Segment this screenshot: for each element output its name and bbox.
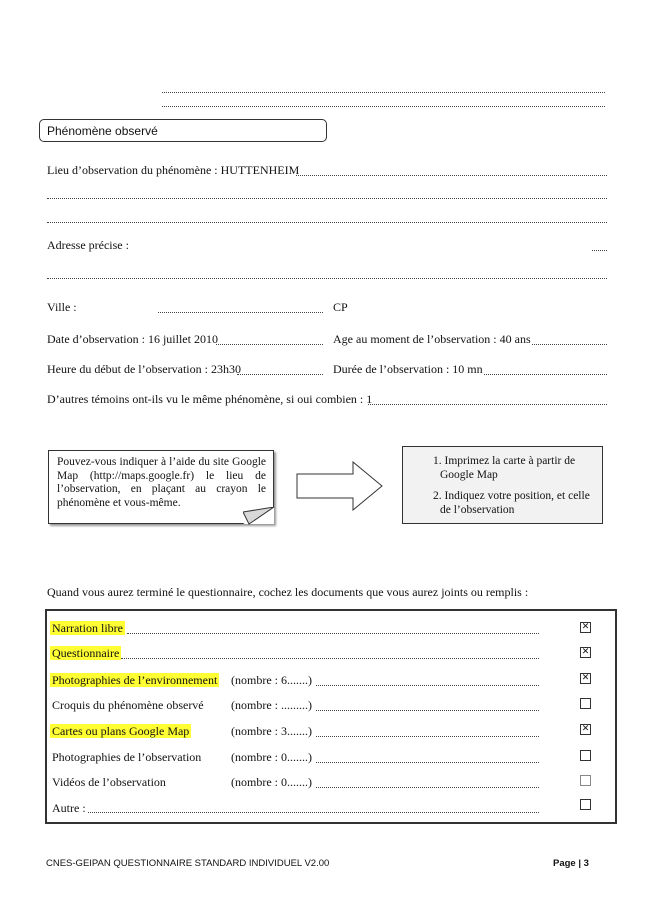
doc-label-videos: Vidéos de l’observation xyxy=(52,775,166,789)
doc-label-photos-obs: Photographies de l’observation xyxy=(52,750,202,764)
date-fill xyxy=(216,344,323,345)
adresse-line-2 xyxy=(47,278,607,279)
doc-label-photos-env: Photographies de l’environnement xyxy=(52,673,218,687)
heure-fill xyxy=(237,374,323,375)
page-fold-icon xyxy=(243,507,275,525)
doc-checkbox-narration[interactable]: ✕ xyxy=(581,622,590,632)
instruction-step-1: 1. Imprimez la carte à partir de Google Map xyxy=(433,455,576,481)
section-title-box xyxy=(39,119,327,142)
date-label: Date d’observation : 16 juillet 2010 xyxy=(47,332,218,346)
doc-dots-cartes xyxy=(316,736,539,737)
footer-title: CNES-GEIPAN QUESTIONNAIRE STANDARD INDIVIDUEL V2.00 xyxy=(46,858,330,869)
adresse-fill xyxy=(592,250,607,251)
doc-checkbox-questionnaire[interactable]: ✕ xyxy=(581,647,590,657)
top-dotted-line-1 xyxy=(162,92,605,93)
doc-count-cartes: (nombre : 3.......) xyxy=(231,724,312,738)
doc-checkbox-cartes[interactable]: ✕ xyxy=(581,724,590,734)
instructions-box xyxy=(402,446,603,524)
doc-label-narration: Narration libre xyxy=(52,621,123,635)
doc-label-cartes: Cartes ou plans Google Map xyxy=(52,724,190,738)
doc-checkbox-photos-env[interactable]: ✕ xyxy=(581,673,590,683)
doc-checkbox-autre[interactable] xyxy=(580,799,591,810)
heure-label: Heure du début de l’observation : 23h30 xyxy=(47,362,241,376)
lieu-line-3 xyxy=(47,222,607,223)
adresse-label: Adresse précise : xyxy=(47,238,129,252)
doc-dots-photos-env xyxy=(316,685,539,686)
section-title: Phénomène observé xyxy=(47,124,158,138)
doc-dots-narration xyxy=(127,633,539,634)
doc-checkbox-photos-obs[interactable] xyxy=(580,750,591,761)
documents-intro: Quand vous aurez terminé le questionnaire, cochez les documents que vous aurez joints ou remplis : xyxy=(47,585,529,599)
temoins-fill xyxy=(368,404,607,405)
lieu-fill xyxy=(296,175,607,176)
lieu-line-2 xyxy=(47,198,607,199)
doc-checkbox-videos[interactable] xyxy=(580,775,591,786)
footer-page-number: Page | 3 xyxy=(553,858,589,869)
age-label: Age au moment de l’observation : 40 ans xyxy=(333,332,531,346)
doc-dots-videos xyxy=(316,787,539,788)
doc-checkbox-croquis[interactable] xyxy=(580,698,591,709)
doc-label-autre: Autre : xyxy=(52,801,86,815)
doc-count-photos-env: (nombre : 6.......) xyxy=(231,673,312,687)
duree-label: Durée de l’observation : 10 mn xyxy=(333,362,483,376)
doc-dots-photos-obs xyxy=(316,762,539,763)
instruction-step-2: 2. Indiquez votre position, et celle de l’observation xyxy=(433,490,590,516)
ville-fill xyxy=(158,312,323,313)
ville-label: Ville : xyxy=(47,300,77,314)
doc-label-questionnaire: Questionnaire xyxy=(52,646,120,660)
map-note-box xyxy=(48,450,274,524)
cp-label: CP xyxy=(333,300,348,314)
doc-count-videos: (nombre : 0.......) xyxy=(231,775,312,789)
duree-fill xyxy=(484,374,607,375)
top-dotted-line-2 xyxy=(162,106,605,107)
doc-dots-croquis xyxy=(316,710,539,711)
lieu-label: Lieu d’observation du phénomène : HUTTENHEIM xyxy=(47,163,300,177)
doc-dots-autre xyxy=(88,812,539,813)
map-note-text: Pouvez-vous indiquer à l’aide du site Google Map (http://maps.google.fr) le lieu de l’observation, en plaçant au crayon le phénomène et vous-même. xyxy=(57,456,266,509)
right-arrow-icon xyxy=(296,461,384,511)
doc-label-croquis: Croquis du phénomène observé xyxy=(52,698,204,712)
temoins-label: D’autres témoins ont-ils vu le même phénomène, si oui combien : 1 xyxy=(47,392,373,406)
documents-box xyxy=(45,609,617,824)
doc-count-croquis: (nombre : .........) xyxy=(231,698,312,712)
doc-count-photos-obs: (nombre : 0.......) xyxy=(231,750,312,764)
age-fill xyxy=(532,344,607,345)
doc-dots-questionnaire xyxy=(121,658,539,659)
